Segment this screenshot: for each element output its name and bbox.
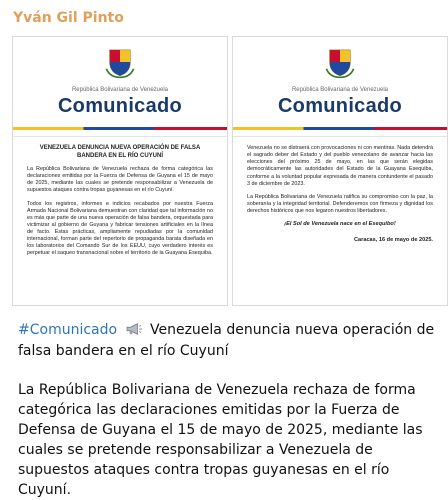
flag-stripe — [13, 127, 227, 130]
page-body — [13, 137, 227, 272]
coat-of-arms-icon — [103, 45, 137, 79]
page-body — [233, 137, 447, 251]
megaphone-icon — [125, 322, 143, 336]
document-page-2 — [232, 36, 448, 306]
comunicado-heading: Comunicado — [277, 95, 403, 117]
document-paragraph: La República Bolivariana de Venezuela ratifica su compromiso con la paz, la soberanía y la integridad territorial. Defenderemos con firmeza y dignidad los derechos históricos que nos legaron nuestros libertadores. — [247, 193, 433, 214]
message-body: La República Bolivariana de Venezuela rechaza de forma categórica las declaraciones emitidas por la Fuerza de Defensa de Guyana el 15 de mayo de 2025, mediante las cuales se pretende responsabilizar a Venezuela de supuestos ataques contra tropas guyanesas en el río Cuyuní. — [18, 382, 423, 498]
document-paragraph: La República Bolivariana de Venezuela rechaza de forma categórica las declaraciones emitidas por la Fuerza de Defensa de Guyana el 15 de mayo de 2025, mediante las cuales se pretende responsabilizar a Venezuela de supuestos ataques contra tropas guyanesas en el río Cuyuní. — [27, 166, 213, 194]
document-paragraph: Venezuela no se distraerá con provocaciones ni con mentiras. Nada detendrá el sagrado deber del Estado y del pueblo venezolano de avanzar hacia las elecciones del próximo 25 de mayo, en las que serán elegidas democráticamente las autoridades del Estado de la Guayana Esequiba, conforme a la voluntad popular expresada de manera contundente el pasado 3 de diciembre de 2023. — [247, 145, 433, 187]
comunicado-heading: Comunicado — [57, 95, 183, 117]
government-line: República Bolivariana de Venezuela — [71, 87, 169, 93]
page-header — [13, 37, 227, 137]
document-motto: ¡El Sol de Venezuela nace en el Esequibo! — [284, 221, 396, 228]
document-paragraph: Todos los registros, informes e indicios recabados por nuestra Fuerza Armada Nacional Bolivariana demuestran con claridad que tal información no es más que parte de una nueva operación de falsa bandera, orquestada para victimizar al gobierno de Guyana y fabricar tensiones artificiales en la línea de facto. Estas prácticas, ampliamente repudiadas por la comunidad internacional, forman parte del repertorio de propaganda barata diseñada en los laboratorios del Comando Sur de los EEUU, cuyo verdadero interés es perpetuar el saqueo transnacional sobre el territorio de la Guayana Esequiba. — [27, 200, 213, 257]
author-name[interactable]: Yván Gil Pinto — [13, 10, 124, 26]
caption-title: Venezuela denuncia nueva operación de falsa bandera en el río Cuyuní — [18, 322, 435, 359]
page-header — [233, 37, 447, 137]
document-date: Caracas, 16 de mayo de 2025. — [354, 237, 433, 244]
document-title: VENEZUELA DENUNCIA NUEVA OPERACIÓN DE FALSA BANDERA EN EL RÍO CUYUNÍ — [39, 145, 201, 159]
hashtag-link[interactable]: #Comunicado — [18, 322, 118, 338]
document-page-1 — [12, 36, 228, 306]
government-line: República Bolivariana de Venezuela — [291, 87, 389, 93]
coat-of-arms-icon — [323, 45, 357, 79]
flag-stripe — [233, 127, 447, 130]
message-image[interactable] — [12, 36, 448, 306]
message-caption — [18, 320, 438, 362]
